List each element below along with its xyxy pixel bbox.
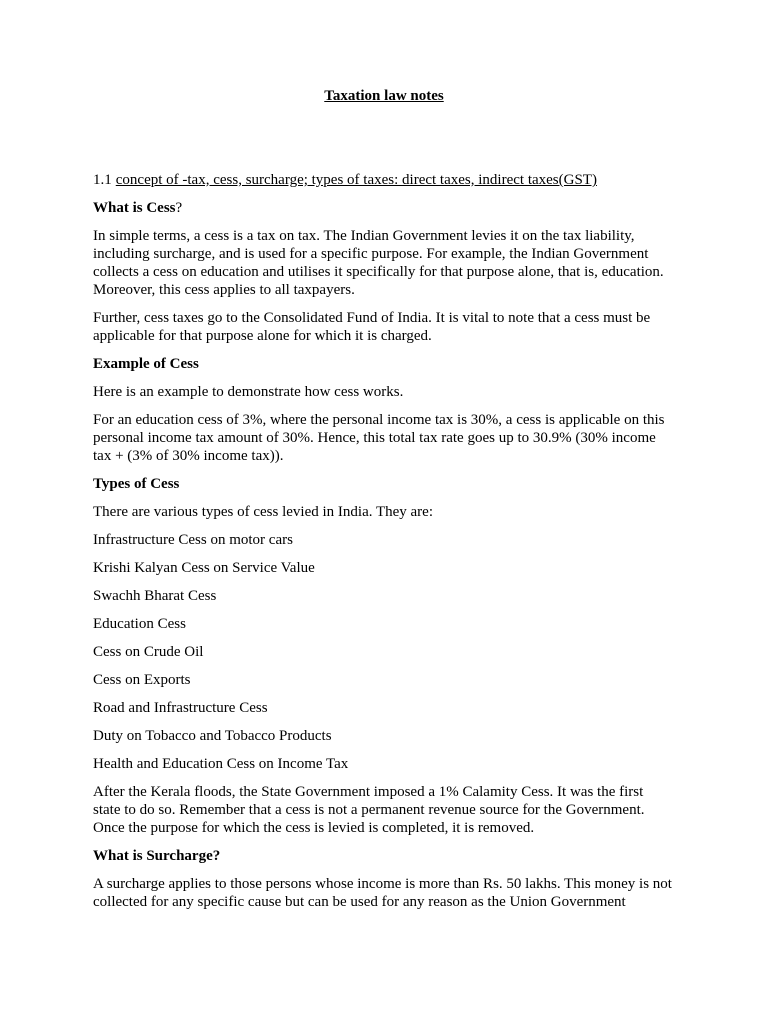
cess-type-item: Swachh Bharat Cess <box>93 588 217 604</box>
document-body <box>93 171 673 921</box>
example-intro: Here is an example to demonstrate how cess works. <box>93 384 404 400</box>
what-is-cess-heading <box>93 199 673 217</box>
cess-type-item: Krishi Kalyan Cess on Service Value <box>93 560 315 576</box>
example-heading: Example of Cess <box>93 356 199 372</box>
cess-type-item: Health and Education Cess on Income Tax <box>93 756 349 772</box>
types-intro: There are various types of cess levied in India. They are: <box>93 504 434 520</box>
types-heading: Types of Cess <box>93 476 180 492</box>
cess-type-item: Infrastructure Cess on motor cars <box>93 532 293 548</box>
cess-type-item: Cess on Crude Oil <box>93 644 204 660</box>
what-is-cess-question-mark: ? <box>175 200 183 216</box>
kerala-calamity-cess-paragraph: After the Kerala floods, the State Government imposed a 1% Calamity Cess. It was the first state to do so. Remember that a cess is not a permanent revenue source for the Government. Once the purpose for which the cess is levied is completed, it is removed. <box>93 784 645 836</box>
what-is-cess-heading-text: What is Cess <box>93 200 176 216</box>
cess-type-item: Road and Infrastructure Cess <box>93 700 268 716</box>
cess-consolidated-fund-paragraph: Further, cess taxes go to the Consolidated Fund of India. It is vital to note that a cess must be applicable for that purpose alone for which it is charged. <box>93 310 651 344</box>
cess-definition-paragraph: In simple terms, a cess is a tax on tax. The Indian Government levies it on the tax liability, including surcharge, and is used for a specific purpose. For example, the Indian Government collects a cess on education and utilises it specifically for that purpose alone, that is, education. Moreover, this cess applies to all taxpayers. <box>93 228 664 298</box>
section-topic: concept of -tax, cess, surcharge; types of taxes: direct taxes, indirect taxes(GST) <box>115 172 597 188</box>
surcharge-paragraph: A surcharge applies to those persons whose income is more than Rs. 50 lakhs. This money is not collected for any specific cause but can be used for any reason as the Union Government <box>93 876 672 910</box>
surcharge-heading: What is Surcharge? <box>93 848 221 864</box>
cess-type-item: Education Cess <box>93 616 186 632</box>
cess-type-item: Cess on Exports <box>93 672 191 688</box>
document-title: Taxation law notes <box>324 88 444 104</box>
section-heading <box>93 171 673 189</box>
cess-type-item: Duty on Tobacco and Tobacco Products <box>93 728 332 744</box>
example-paragraph: For an education cess of 3%, where the personal income tax is 30%, a cess is applicable on this personal income tax amount of 30%. Hence, this total tax rate goes up to 30.9% (30% income tax + (3% of 30% income tax)). <box>93 412 665 464</box>
section-number: 1.1 <box>93 172 112 188</box>
